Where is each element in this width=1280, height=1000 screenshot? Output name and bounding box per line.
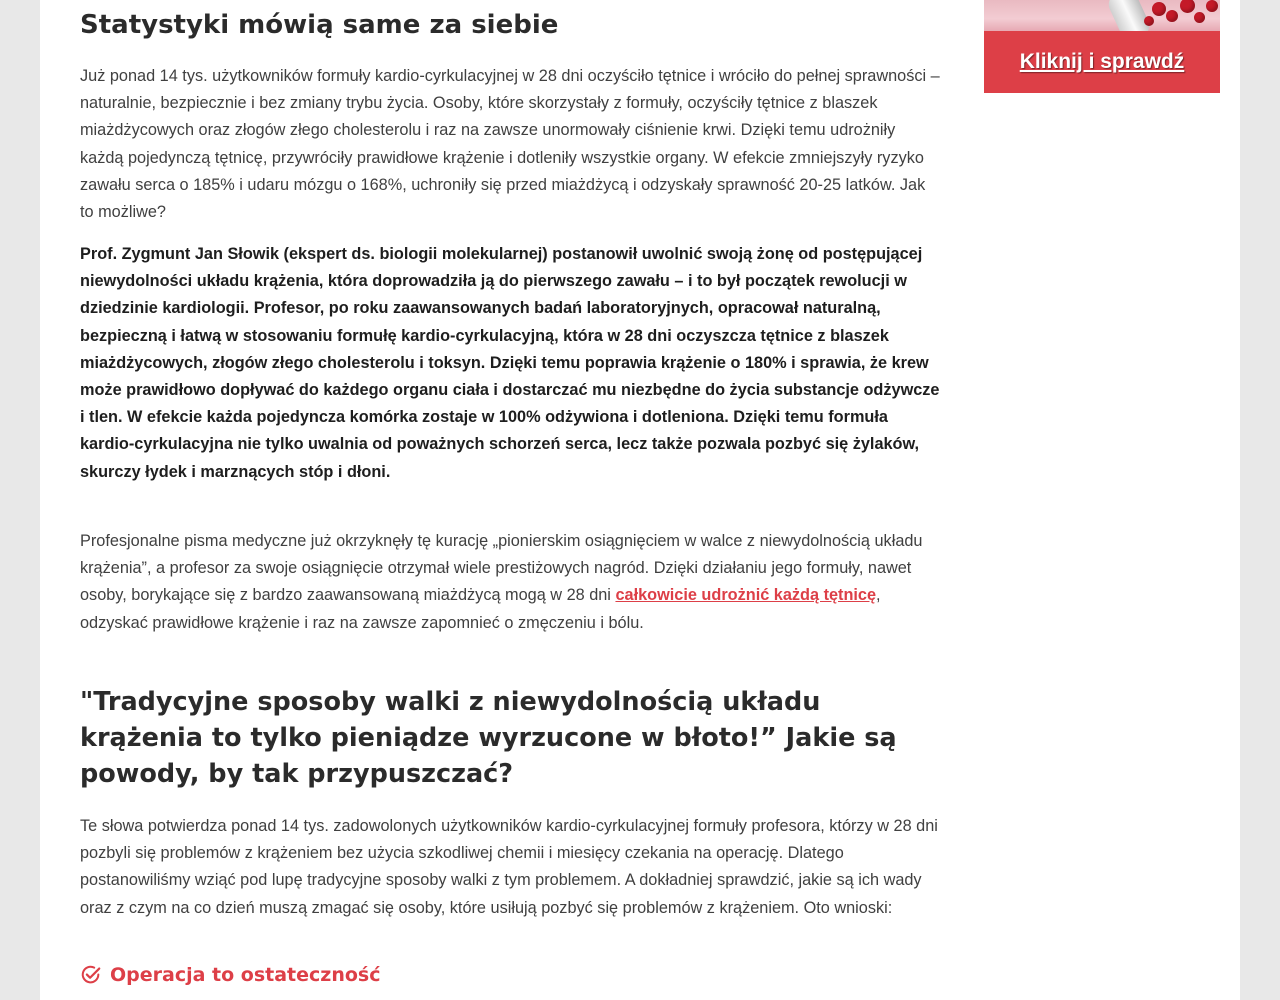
paragraph-journals-text-2: , odzyskać prawidłowe krążenie i raz na zawsze zapomnieć o zmęczeniu i bólu.	[80, 586, 881, 632]
paragraph-journals	[80, 528, 940, 637]
unclog-arteries-link[interactable]: całkowicie udrożnić każdą tętnicę	[615, 586, 877, 605]
paragraph-journals-text-1: Profesjonalne pisma medyczne już okrzyknęły tę kurację „pionierskim osiągnięciem w walce z niewydolnością układu krążenia”, a profesor za swoje osiągnięcie otrzymał wiele prestiżowych nagród. Dzięki działaniu jego formuły, nawet osoby, borykające się z bardzo zaawansowaną miażdżycą mogą w 28 dni	[80, 532, 923, 605]
blood-cell-graphic	[1194, 12, 1205, 23]
section-heading-quote: "Tradycyjne sposoby walki z niewydolnością układu krążenia to tylko pieniądze wyrzucone w błoto!” Jakie są powody, by tak przypuszczać?	[80, 687, 897, 789]
check-circle-icon	[80, 964, 102, 986]
paragraph-stats: Już ponad 14 tys. użytkowników formuły kardio-cyrkulacyjnej w 28 dni oczyściło tętnice i wróciło do pełnej sprawności – naturalnie, bezpiecznie i bez zmiany trybu życia. Osoby, które skorzystały z formuły, oczyściły tętnice z blaszek miażdżycowych oraz złogów złego cholesterolu i raz na zawsze unormowały ciśnienie krwi. Dzięki temu udrożniły każdą pojedynczą tętnicę, przywróciły prawidłowe krążenie i dotleniły wszystkie organy. W efekcie zmniejszyły ryzyko zawału serca o 185% i udaru mózgu o 168%, uchroniły się przed miażdżycą i odzyskały sprawność 20-25 latków. Jak to możliwe?	[80, 67, 940, 222]
banner-image[interactable]	[984, 0, 1220, 31]
blood-cell-graphic	[1180, 0, 1195, 13]
banner-cta-button[interactable]: Kliknij i sprawdź	[984, 31, 1220, 93]
paragraph-conclusions: Te słowa potwierdza ponad 14 tys. zadowolonych użytkowników kardio-cyrkulacyjnej formuły profesora, którzy w 28 dni pozbyli się problemów z krążeniem bez użycia szkodliwej chemii i miesięcy czekania na operację. Dlatego postanowiliśmy wziąć pod lupę tradycyjne sposoby walki z tym problemem. A dokładniej sprawdzić, jakie są ich wady oraz z czym na co dzień muszą zmagać się osoby, które usiłują pozbyć się problemów z krążeniem. Oto wnioski:	[80, 817, 938, 917]
blood-cell-graphic	[1206, 0, 1218, 12]
blood-cell-graphic	[1166, 10, 1178, 22]
check-heading-surgery	[80, 964, 381, 986]
page	[40, 0, 1240, 1000]
check-heading-label: Operacja to ostateczność	[110, 964, 381, 986]
sidebar	[984, 0, 1220, 93]
blood-cell-graphic	[1152, 2, 1166, 16]
section-heading-stats: Statystyki mówią same za siebie	[80, 10, 559, 40]
blood-cell-graphic	[1144, 16, 1154, 26]
paragraph-professor: Prof. Zygmunt Jan Słowik (ekspert ds. biologii molekularnej) postanowił uwolnić swoją żonę od postępującej niewydolności układu krążenia, która doprowadziła ją do pierwszego zawału – i to był początek rewolucji w dziedzinie kardiologii. Profesor, po roku zaawansowanych badań laboratoryjnych, opracował naturalną, bezpieczną i łatwą w stosowaniu formułę kardio-cyrkulacyjną, która w 28 dni oczyszcza tętnice z blaszek miażdżycowych, złogów złego cholesterolu i toksyn. Dzięki temu poprawia krążenie o 180% i sprawia, że krew może prawidłowo dopływać do każdego organu ciała i dostarczać mu niezbędne do życia substancje odżywcze i tlen. W efekcie każda pojedyncza komórka zostaje w 100% odżywiona i dotleniona. Dzięki temu formuła kardio-cyrkulacyjna nie tylko uwalnia od poważnych schorzeń serca, lecz także pozwala pozbyć się żylaków, skurczy łydek i marznących stóp i dłoni.	[80, 245, 940, 481]
